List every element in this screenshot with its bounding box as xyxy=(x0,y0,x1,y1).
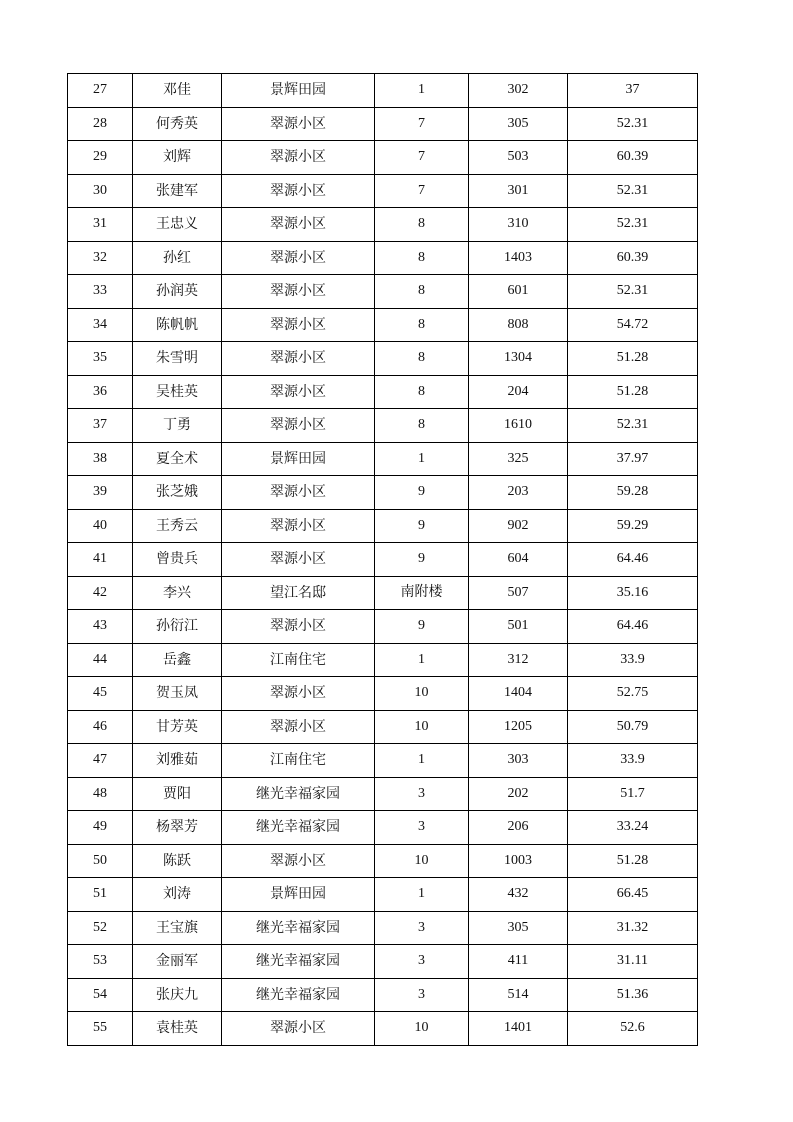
cell-community: 翠源小区 xyxy=(222,610,375,644)
cell-area: 31.32 xyxy=(568,911,698,945)
cell-name: 陈跃 xyxy=(133,844,222,878)
cell-room: 1401 xyxy=(469,1012,568,1046)
cell-seq: 31 xyxy=(68,208,133,242)
cell-building: 8 xyxy=(375,409,469,443)
cell-name: 张芝娥 xyxy=(133,476,222,510)
table-row xyxy=(68,777,698,811)
cell-building: 9 xyxy=(375,543,469,577)
cell-community: 景辉田园 xyxy=(222,878,375,912)
table-row xyxy=(68,811,698,845)
cell-area: 52.31 xyxy=(568,107,698,141)
cell-name: 吴桂英 xyxy=(133,375,222,409)
table-row xyxy=(68,74,698,108)
cell-name: 王宝旗 xyxy=(133,911,222,945)
cell-seq: 51 xyxy=(68,878,133,912)
cell-room: 507 xyxy=(469,576,568,610)
table-row xyxy=(68,275,698,309)
cell-building: 10 xyxy=(375,844,469,878)
table-row xyxy=(68,107,698,141)
cell-name: 丁勇 xyxy=(133,409,222,443)
cell-seq: 39 xyxy=(68,476,133,510)
cell-building: 3 xyxy=(375,945,469,979)
cell-room: 501 xyxy=(469,610,568,644)
table-row xyxy=(68,241,698,275)
cell-name: 岳鑫 xyxy=(133,643,222,677)
cell-room: 411 xyxy=(469,945,568,979)
cell-building: 8 xyxy=(375,275,469,309)
cell-name: 孙红 xyxy=(133,241,222,275)
cell-seq: 43 xyxy=(68,610,133,644)
cell-seq: 37 xyxy=(68,409,133,443)
cell-seq: 30 xyxy=(68,174,133,208)
cell-room: 305 xyxy=(469,911,568,945)
cell-community: 继光幸福家园 xyxy=(222,945,375,979)
cell-seq: 27 xyxy=(68,74,133,108)
table-row xyxy=(68,1012,698,1046)
table-row xyxy=(68,375,698,409)
cell-area: 51.28 xyxy=(568,342,698,376)
table-body xyxy=(68,74,698,1046)
table-row xyxy=(68,610,698,644)
cell-community: 翠源小区 xyxy=(222,275,375,309)
cell-room: 202 xyxy=(469,777,568,811)
cell-community: 翠源小区 xyxy=(222,1012,375,1046)
cell-room: 310 xyxy=(469,208,568,242)
cell-area: 52.6 xyxy=(568,1012,698,1046)
cell-area: 51.28 xyxy=(568,375,698,409)
cell-area: 35.16 xyxy=(568,576,698,610)
cell-name: 袁桂英 xyxy=(133,1012,222,1046)
table-row xyxy=(68,710,698,744)
cell-building: 1 xyxy=(375,878,469,912)
cell-seq: 49 xyxy=(68,811,133,845)
cell-building: 1 xyxy=(375,74,469,108)
cell-area: 64.46 xyxy=(568,543,698,577)
cell-name: 刘雅茹 xyxy=(133,744,222,778)
cell-building: 9 xyxy=(375,610,469,644)
table-row xyxy=(68,308,698,342)
cell-seq: 36 xyxy=(68,375,133,409)
cell-community: 江南住宅 xyxy=(222,643,375,677)
table-row xyxy=(68,878,698,912)
cell-area: 66.45 xyxy=(568,878,698,912)
cell-room: 206 xyxy=(469,811,568,845)
table-row xyxy=(68,543,698,577)
cell-building: 3 xyxy=(375,911,469,945)
cell-area: 52.31 xyxy=(568,208,698,242)
cell-building: 8 xyxy=(375,375,469,409)
cell-name: 陈帆帆 xyxy=(133,308,222,342)
cell-area: 54.72 xyxy=(568,308,698,342)
cell-building: 1 xyxy=(375,442,469,476)
cell-community: 翠源小区 xyxy=(222,509,375,543)
cell-community: 翠源小区 xyxy=(222,409,375,443)
table-row xyxy=(68,342,698,376)
cell-room: 1403 xyxy=(469,241,568,275)
cell-building: 8 xyxy=(375,241,469,275)
cell-name: 王忠义 xyxy=(133,208,222,242)
cell-seq: 50 xyxy=(68,844,133,878)
cell-community: 翠源小区 xyxy=(222,174,375,208)
cell-area: 59.29 xyxy=(568,509,698,543)
cell-community: 翠源小区 xyxy=(222,677,375,711)
cell-community: 翠源小区 xyxy=(222,476,375,510)
cell-community: 翠源小区 xyxy=(222,308,375,342)
cell-area: 51.7 xyxy=(568,777,698,811)
cell-building: 8 xyxy=(375,342,469,376)
cell-seq: 46 xyxy=(68,710,133,744)
cell-building: 3 xyxy=(375,777,469,811)
cell-community: 翠源小区 xyxy=(222,342,375,376)
cell-building: 9 xyxy=(375,476,469,510)
cell-room: 303 xyxy=(469,744,568,778)
cell-room: 503 xyxy=(469,141,568,175)
cell-room: 432 xyxy=(469,878,568,912)
cell-building: 南附楼 xyxy=(375,576,469,610)
cell-area: 64.46 xyxy=(568,610,698,644)
cell-building: 7 xyxy=(375,141,469,175)
cell-seq: 52 xyxy=(68,911,133,945)
cell-area: 37 xyxy=(568,74,698,108)
cell-building: 9 xyxy=(375,509,469,543)
cell-building: 8 xyxy=(375,308,469,342)
cell-name: 贾阳 xyxy=(133,777,222,811)
cell-seq: 40 xyxy=(68,509,133,543)
cell-community: 江南住宅 xyxy=(222,744,375,778)
table-row xyxy=(68,945,698,979)
cell-name: 孙润英 xyxy=(133,275,222,309)
cell-room: 1304 xyxy=(469,342,568,376)
cell-name: 夏全术 xyxy=(133,442,222,476)
cell-building: 1 xyxy=(375,744,469,778)
cell-name: 张建军 xyxy=(133,174,222,208)
cell-seq: 54 xyxy=(68,978,133,1012)
cell-community: 景辉田园 xyxy=(222,74,375,108)
cell-name: 邓佳 xyxy=(133,74,222,108)
cell-room: 204 xyxy=(469,375,568,409)
cell-seq: 55 xyxy=(68,1012,133,1046)
cell-community: 翠源小区 xyxy=(222,141,375,175)
cell-building: 10 xyxy=(375,710,469,744)
cell-community: 继光幸福家园 xyxy=(222,911,375,945)
table-row xyxy=(68,677,698,711)
cell-community: 景辉田园 xyxy=(222,442,375,476)
cell-seq: 47 xyxy=(68,744,133,778)
cell-area: 59.28 xyxy=(568,476,698,510)
cell-community: 翠源小区 xyxy=(222,543,375,577)
table-row xyxy=(68,409,698,443)
cell-community: 望江名邸 xyxy=(222,576,375,610)
cell-building: 10 xyxy=(375,1012,469,1046)
cell-room: 514 xyxy=(469,978,568,1012)
cell-name: 朱雪明 xyxy=(133,342,222,376)
cell-community: 继光幸福家园 xyxy=(222,777,375,811)
cell-name: 李兴 xyxy=(133,576,222,610)
cell-building: 1 xyxy=(375,643,469,677)
cell-room: 1404 xyxy=(469,677,568,711)
cell-name: 杨翠芳 xyxy=(133,811,222,845)
cell-community: 继光幸福家园 xyxy=(222,978,375,1012)
cell-name: 金丽军 xyxy=(133,945,222,979)
table-row xyxy=(68,844,698,878)
cell-area: 52.31 xyxy=(568,409,698,443)
table-row xyxy=(68,174,698,208)
cell-community: 翠源小区 xyxy=(222,375,375,409)
cell-building: 8 xyxy=(375,208,469,242)
cell-area: 33.9 xyxy=(568,643,698,677)
cell-seq: 35 xyxy=(68,342,133,376)
cell-building: 10 xyxy=(375,677,469,711)
table-row xyxy=(68,509,698,543)
cell-name: 刘涛 xyxy=(133,878,222,912)
cell-seq: 32 xyxy=(68,241,133,275)
cell-name: 何秀英 xyxy=(133,107,222,141)
cell-name: 甘芳英 xyxy=(133,710,222,744)
table-row xyxy=(68,141,698,175)
cell-area: 51.28 xyxy=(568,844,698,878)
cell-seq: 42 xyxy=(68,576,133,610)
cell-area: 33.9 xyxy=(568,744,698,778)
cell-area: 33.24 xyxy=(568,811,698,845)
cell-community: 继光幸福家园 xyxy=(222,811,375,845)
cell-name: 孙衍江 xyxy=(133,610,222,644)
cell-community: 翠源小区 xyxy=(222,844,375,878)
table-row xyxy=(68,576,698,610)
cell-name: 王秀云 xyxy=(133,509,222,543)
cell-seq: 53 xyxy=(68,945,133,979)
cell-room: 1610 xyxy=(469,409,568,443)
cell-room: 808 xyxy=(469,308,568,342)
cell-name: 贺玉凤 xyxy=(133,677,222,711)
table-row xyxy=(68,442,698,476)
cell-area: 52.31 xyxy=(568,174,698,208)
cell-room: 312 xyxy=(469,643,568,677)
cell-area: 60.39 xyxy=(568,241,698,275)
cell-area: 31.11 xyxy=(568,945,698,979)
cell-seq: 41 xyxy=(68,543,133,577)
cell-room: 301 xyxy=(469,174,568,208)
cell-area: 51.36 xyxy=(568,978,698,1012)
cell-community: 翠源小区 xyxy=(222,241,375,275)
cell-room: 1205 xyxy=(469,710,568,744)
cell-room: 601 xyxy=(469,275,568,309)
cell-room: 325 xyxy=(469,442,568,476)
cell-room: 305 xyxy=(469,107,568,141)
cell-area: 52.31 xyxy=(568,275,698,309)
cell-building: 7 xyxy=(375,174,469,208)
cell-building: 7 xyxy=(375,107,469,141)
cell-seq: 48 xyxy=(68,777,133,811)
cell-area: 37.97 xyxy=(568,442,698,476)
table-row xyxy=(68,476,698,510)
cell-room: 604 xyxy=(469,543,568,577)
cell-area: 50.79 xyxy=(568,710,698,744)
cell-seq: 33 xyxy=(68,275,133,309)
residents-table xyxy=(67,73,698,1046)
cell-seq: 44 xyxy=(68,643,133,677)
table-row xyxy=(68,744,698,778)
cell-seq: 45 xyxy=(68,677,133,711)
cell-building: 3 xyxy=(375,978,469,1012)
cell-room: 902 xyxy=(469,509,568,543)
cell-seq: 34 xyxy=(68,308,133,342)
cell-community: 翠源小区 xyxy=(222,710,375,744)
cell-seq: 28 xyxy=(68,107,133,141)
cell-community: 翠源小区 xyxy=(222,107,375,141)
table-row xyxy=(68,978,698,1012)
cell-name: 曾贵兵 xyxy=(133,543,222,577)
cell-room: 203 xyxy=(469,476,568,510)
cell-seq: 38 xyxy=(68,442,133,476)
cell-community: 翠源小区 xyxy=(222,208,375,242)
cell-room: 1003 xyxy=(469,844,568,878)
table-row xyxy=(68,911,698,945)
cell-name: 刘辉 xyxy=(133,141,222,175)
cell-name: 张庆九 xyxy=(133,978,222,1012)
cell-building: 3 xyxy=(375,811,469,845)
cell-area: 52.75 xyxy=(568,677,698,711)
table-row xyxy=(68,208,698,242)
cell-room: 302 xyxy=(469,74,568,108)
table-row xyxy=(68,643,698,677)
cell-area: 60.39 xyxy=(568,141,698,175)
cell-seq: 29 xyxy=(68,141,133,175)
